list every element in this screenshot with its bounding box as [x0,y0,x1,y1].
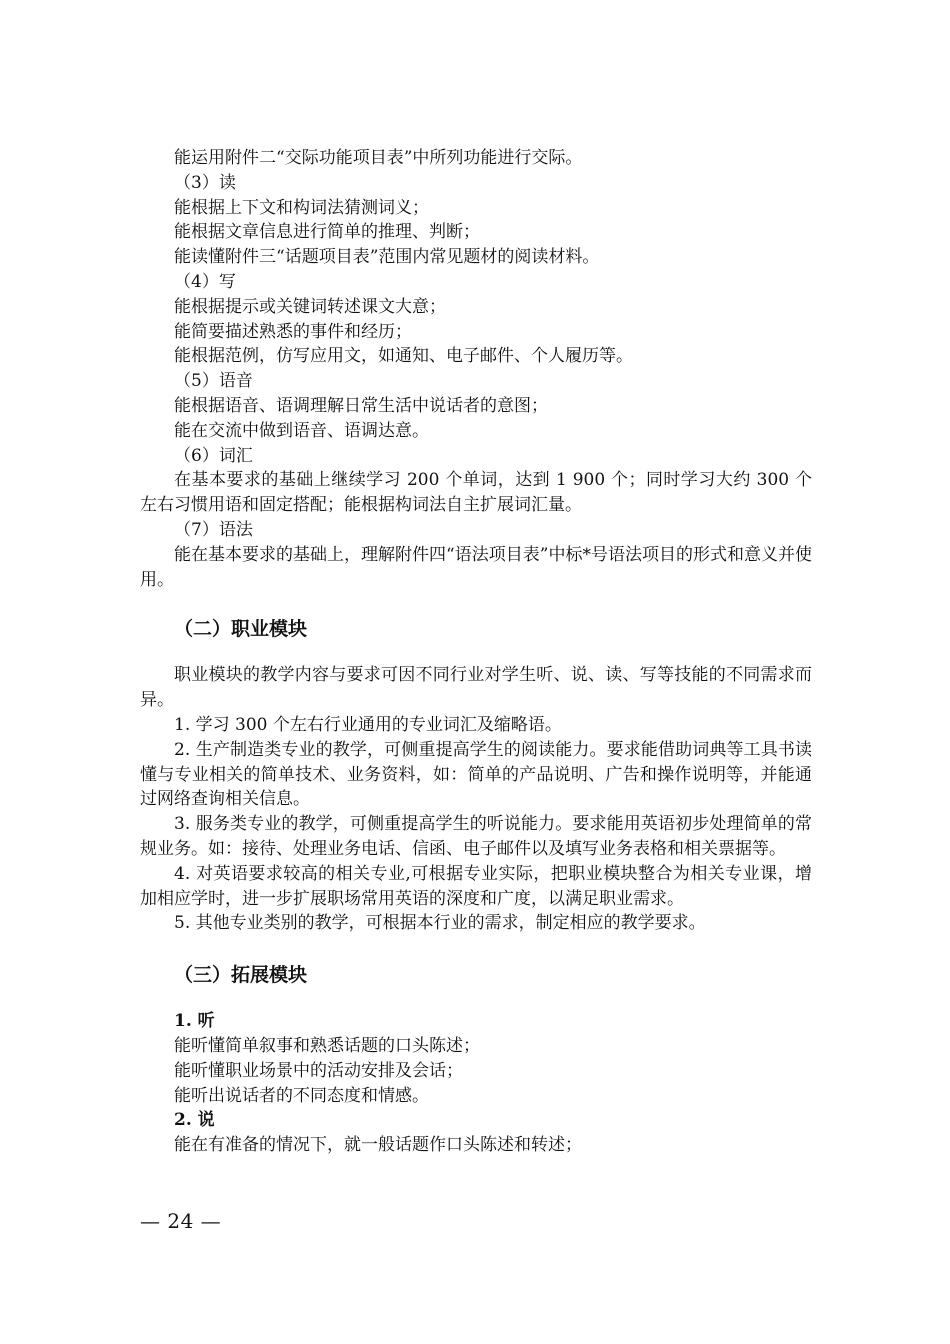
subsection-title-speaking: 2. 说 [174,1110,215,1131]
list-item: 1. 学习 300 个左右行业通用的专业词汇及缩略语。 [174,714,562,735]
list-item: 2. 生产制造类专业的教学，可侧重提高学生的阅读能力。要求能借助词典等工具书读懂与专业相关的简单技术、业务资料，如：简单的产品说明、广告和操作说明等，并能通过网络查询相关信息。 [140,739,812,810]
subsection-title-vocab: （6）词汇 [174,445,253,466]
text-line: 能根据提示或关键词转述课文大意； [174,296,446,317]
section-heading-vocational: （二）职业模块 [174,618,308,641]
paragraph-vocab: 在基本要求的基础上继续学习 200 个单词，达到 1 900 个；同时学习大约 300 个左右习惯用语和固定搭配；能根据构词法自主扩展词汇量。 [140,470,812,516]
subsection-title-grammar: （7）语法 [174,519,253,540]
list-item: 4. 对英语要求较高的相关专业,可根据专业实际，把职业模块整合为相关专业课，增加相应学时，进一步扩展职场常用英语的深度和广度，以满足职业需求。 [140,863,812,909]
text-line: 能在交流中做到语音、语调达意。 [174,420,429,441]
document-page [140,146,812,1158]
text-line: 能根据上下文和构词法猜测词义； [174,197,429,218]
text-line: 能听懂职业场景中的活动安排及会话； [174,1060,463,1081]
subsection-title-writing: （4）写 [174,271,236,292]
text-line: 能听懂简单叙事和熟悉话题的口头陈述； [174,1035,480,1056]
paragraph-grammar: 能在基本要求的基础上，理解附件四“语法项目表”中标*号语法项目的形式和意义并使用。 [140,544,812,590]
page-number: — 24 — [140,1209,222,1233]
list-item: 5. 其他专业类别的教学，可根据本行业的需求，制定相应的教学要求。 [174,913,706,934]
text-line: 能运用附件二“交际功能项目表”中所列功能进行交际。 [174,148,583,168]
text-line: 能根据范例，仿写应用文，如通知、电子邮件、个人履历等。 [174,346,633,367]
paragraph-intro: 职业模块的教学内容与要求可因不同行业对学生听、说、读、写等技能的不同需求而异。 [140,665,812,711]
text-line: 能听出说话者的不同态度和情感。 [174,1085,429,1106]
section-heading-extension: （三）拓展模块 [174,964,308,987]
list-item: 3. 服务类专业的教学，可侧重提高学生的听说能力。要求能用英语初步处理简单的常规业务。如：接待、处理业务电话、信函、电子邮件以及填写业务表格和相关票据等。 [140,814,812,859]
text-line: 能在有准备的情况下，就一般话题作口头陈述和转述； [174,1135,582,1156]
text-line: 能简要描述熟悉的事件和经历； [174,321,412,342]
text-line: 能根据语音、语调理解日常生活中说话者的意图； [174,395,548,416]
subsection-title-pronunciation: （5）语音 [174,371,253,392]
text-line: 能读懂附件三“话题项目表”范围内常见题材的阅读材料。 [174,247,600,268]
subsection-title-reading: （3）读 [174,172,236,193]
text-line: 能根据文章信息进行简单的推理、判断； [174,222,480,243]
subsection-title-listening: 1. 听 [174,1011,215,1032]
